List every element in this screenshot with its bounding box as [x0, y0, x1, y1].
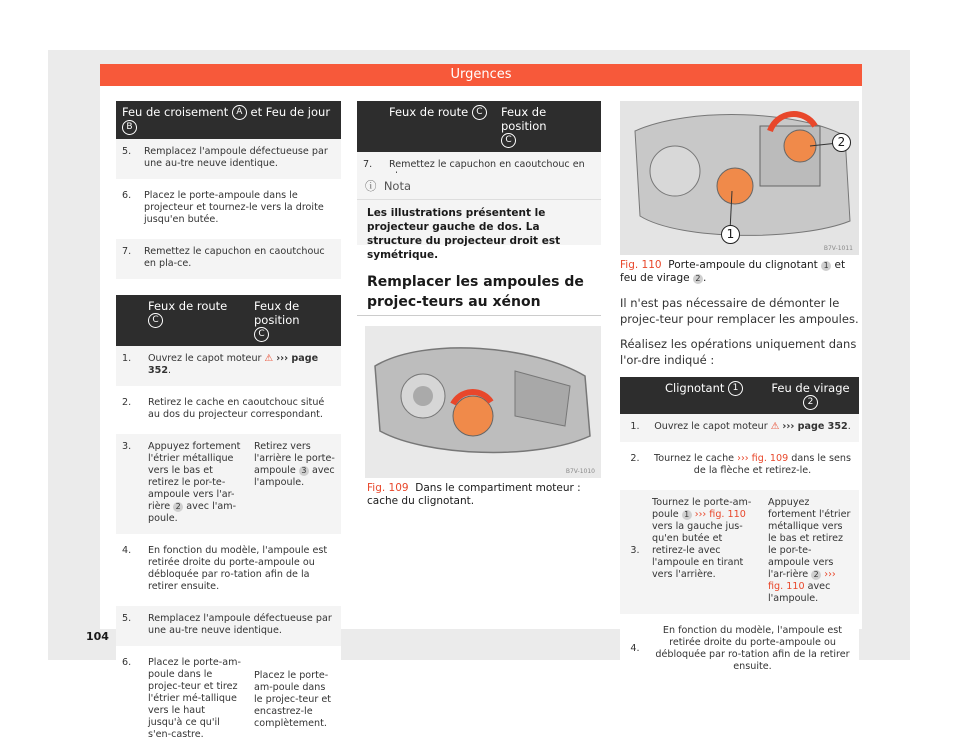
table-high-beam: [116, 295, 341, 754]
paragraph: Réalisez les opérations uniquement dans l'or-dre indiqué :: [620, 337, 857, 367]
table-row: 7. Remettez le capuchon en caoutchouc en: [357, 152, 601, 194]
figure-109-image: [365, 326, 601, 478]
paragraph: Il n'est pas nécessaire de démonter le projec-teur pour remplacer les ampoules.: [620, 296, 859, 326]
figure-110-image: [620, 101, 859, 255]
headlight-illustration: [365, 326, 601, 478]
figure-code: B7V-1010: [565, 468, 595, 475]
table-row: 2. Tournez le cache ››› fig. 109 dans le sens de la flèche et retirez-le.: [620, 444, 859, 488]
callout-1: 1: [721, 225, 740, 244]
figure-reference-link[interactable]: ››› fig. 110: [768, 569, 836, 592]
note-body: Les illustrations présentent le projecteur gauche de dos. La structure du projecteur droit est symétrique.: [367, 207, 561, 261]
figure-code: B7V-1011: [823, 245, 853, 252]
note-box: [357, 173, 601, 261]
warning-icon: ⚠: [264, 353, 274, 364]
callout-2: 2: [832, 133, 851, 152]
figure-110-caption: Fig. 110 Porte-ampoule du clignotant 1 et feu de virage 2 .: [620, 259, 846, 284]
table-row: 4. En fonction du modèle, l'ampoule est retirée droite du porte-ampoule ou débloquée par ro-tation afin de la retirer ensuite.: [620, 616, 859, 684]
table-row: 6. Placez le porte-am-poule dans le projec-teur et tirez l'étrier mé-tallique vers le haut jusqu'à ce qu'il s'en-castre. Placez le porte-am-poule dans le projec-teur et encastrez-le complètement.: [116, 648, 341, 752]
warning-icon: ⚠: [770, 421, 780, 432]
table-row: 7. Remettez le capuchon en caoutchouc en pla-ce.: [116, 237, 341, 281]
table-low-beam: [116, 101, 341, 283]
circled-letter: A: [232, 105, 247, 120]
section-title: Remplacer les ampoules de projec-teurs au xénon: [367, 274, 584, 310]
table-row: 3. Tournez le porte-am-poule 1 ››› fig. 110 vers la gauche jus-qu'en butée et retirez-le avec l'ampoule en tirant vers l'arrière. Appuyez fortement l'étrier métallique vers le bas et retirez le por-te-ampoule vers l'ar-rière 2 ››› fig. 110 avec l'ampoule.: [620, 488, 859, 616]
page-number: 104: [86, 630, 109, 643]
table-high-beam-continued: Feux de route C Feux de position C 7. Remettez le capuchon en caoutchouc en: [357, 101, 601, 196]
figure-reference-link[interactable]: ››› fig. 109: [737, 453, 789, 464]
table-header-right: Feux de position C: [248, 295, 341, 346]
info-icon: ⓘ: [365, 179, 377, 193]
page-header: Urgences: [100, 64, 862, 86]
table-row: 5. Remplacez l'ampoule défectueuse par une au-tre neuve identique.: [116, 604, 341, 648]
table-row: 4. En fonction du modèle, l'ampoule est retirée droite du porte-ampoule ou débloquée par ro-tation afin de la retirer ensuite.: [116, 536, 341, 604]
figure-109-caption: Fig. 109 Dans le compartiment moteur : cache du clignotant.: [367, 482, 581, 507]
table-row: 3. Appuyez fortement l'étrier métallique vers le bas et retirez le por-te-ampoule vers l'ar-rière 2 avec l'am-poule. Retirez vers l'arrière le porte-ampoule 3 avec l'ampoule.: [116, 432, 341, 536]
divider: [357, 315, 601, 316]
table-row: 6. Placez le porte-ampoule dans le projecteur et tournez-le vers la droite jusqu'en butée.: [116, 181, 341, 237]
note-title: Nota: [383, 179, 412, 193]
table-turn-signal: Clignotant 1 Feu de virage 2 1. Ouvrez le capot moteur ⚠ ››› page 352. 2. Tournez le cache ››› fig. 109 dans le sens de la flèche et retirez-le. 3. Tournez le porte-am-poule 1 ››› fig. 110 vers la gauche jus-qu'en butée et retirez-le avec l'ampoule en tirant vers l'arrière. Appuyez fortement l'étrier métallique vers le bas et retirez le por-te-ampoule vers l'ar-rière 2 ››› fig. 110 avec l'ampoule. 4. En fonction du modèle, l'ampoule est retirée droite du porte-ampoule ou débloquée par ro-tation afin de la retirer ensuite.: [620, 377, 859, 686]
table-row: 1. Ouvrez le capot moteur ⚠ ››› page 352.: [116, 346, 341, 388]
table-row: 2. Retirez le cache en caoutchouc situé au dos du projecteur correspondant.: [116, 388, 341, 432]
page-reference-link[interactable]: ››› page 352: [782, 421, 848, 432]
figure-reference-link[interactable]: ››› fig. 110: [694, 509, 746, 520]
table-header: Feu de croisement A et Feu de jour B: [116, 101, 341, 139]
table-row: 5. Remplacez l'ampoule défectueuse par une au-tre neuve identique.: [116, 139, 341, 181]
table-row: 1. Ouvrez le capot moteur ⚠ ››› page 352.: [620, 414, 859, 444]
circled-letter: B: [122, 120, 137, 135]
column-left: [116, 101, 341, 754]
table-header-left: Feux de route C: [142, 295, 248, 346]
page-reference-link[interactable]: ››› page 352: [148, 353, 319, 376]
